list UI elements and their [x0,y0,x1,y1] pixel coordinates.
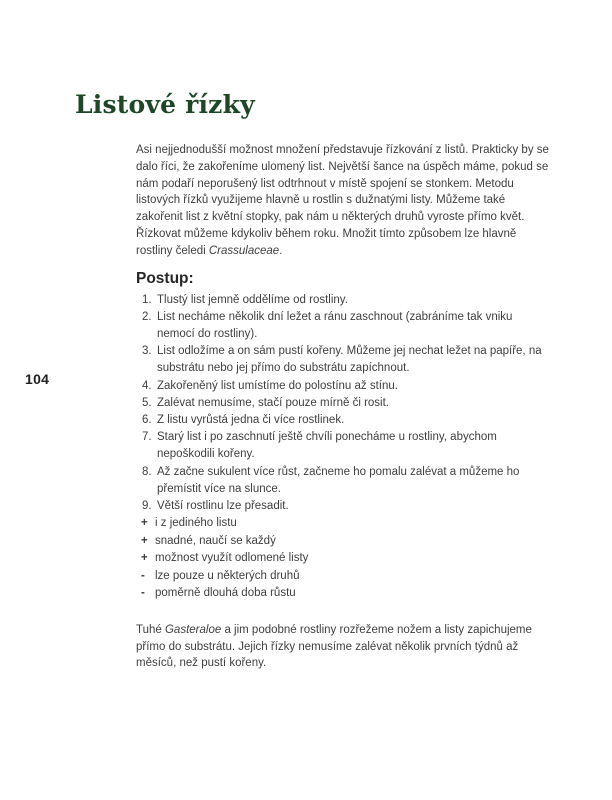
list-item: Zalévat nemusíme, stačí pouze mírně či rosit. [157,396,390,409]
pro-item-label: snadné, naučí se každý [155,534,276,547]
con-item-label: poměrně dlouhá doba růstu [155,587,296,600]
plus-marker: + [141,534,148,547]
intro-text: Asi nejjednodušší možnost množení představuje řízkování z listů. Prakticky by se dalo říci, že zakořeníme ulomený list. Největší šance na úspěch máme, pokud se nám podaří neporušený list odtrhnout v místě spojení se stonkem. Metodu listových řízků využijeme hlavně u rostlin s dužnatými listy. Můžeme také zakořenit list z květní stopky, pak nám u některých druhů vyroste přímo květ. Řízkovat můžeme kdykoliv během roku. Množit tímto způsobem lze hlavně rostliny čeledi [136,144,549,257]
outro-text-start: Tuhé [136,623,165,636]
con-item-label: lze pouze u některých druhů [155,569,300,582]
list-item [136,568,550,586]
list-item: Z listu vyrůstá jedna či více rostlinek. [157,414,345,426]
outro-paragraph [136,622,550,672]
list-item [136,515,550,533]
pro-item-label: možnost využít odlomené listy [155,552,309,565]
outro-text-end: a jim podobné rostliny rozřežeme nožem a listy zapichujeme přímo do substrátu. Jejich řízky nemusíme zalévat několik prvních týdnů až měsíců, než pustí kořeny. [136,623,532,670]
page-content [136,142,550,672]
minus-marker: - [141,587,145,600]
list-item: Starý list i po zaschnutí ještě chvíli ponecháme u rostliny, abychom nepoškodili kořeny. [157,431,497,461]
pro-item-label: i z jediného listu [155,517,237,530]
minus-marker: - [141,569,145,582]
list-item: Až začne sukulent více růst, začneme ho pomalu zalévat a můžeme ho přemístit více na slunce. [157,465,520,495]
outro-latin-name: Gasteraloe [164,623,222,636]
list-item: Větší rostlinu lze přesadit. [157,500,289,513]
pros-list [136,515,550,568]
page-title: Listové řízky [75,89,255,119]
cons-list [136,568,550,603]
intro-paragraph [136,142,550,260]
list-item [136,585,550,603]
intro-latin-name: Crassulaceae [208,244,280,257]
list-item [136,533,550,551]
list-item: List necháme několik dní ležet a ránu zaschnout (zabráníme tak vniku nemocí do rostliny). [157,310,513,340]
page-number: 104 [25,371,50,387]
list-item: List odložíme a on sám pustí kořeny. Můžeme jej nechat ležet na papíře, na substrátu nebo jej přímo do substrátu zapíchnout. [157,345,542,375]
intro-text-end: . [279,244,283,257]
plus-marker: + [141,517,148,530]
list-item: Tlustý list jemně oddělíme od rostliny. [157,293,348,306]
procedure-heading: Postup: [136,269,194,287]
plus-marker: + [141,552,148,565]
list-item [136,550,550,568]
procedure-steps-list [136,292,550,516]
list-item: Zakořeněný list umístíme do polostínu až stínu. [157,379,398,392]
